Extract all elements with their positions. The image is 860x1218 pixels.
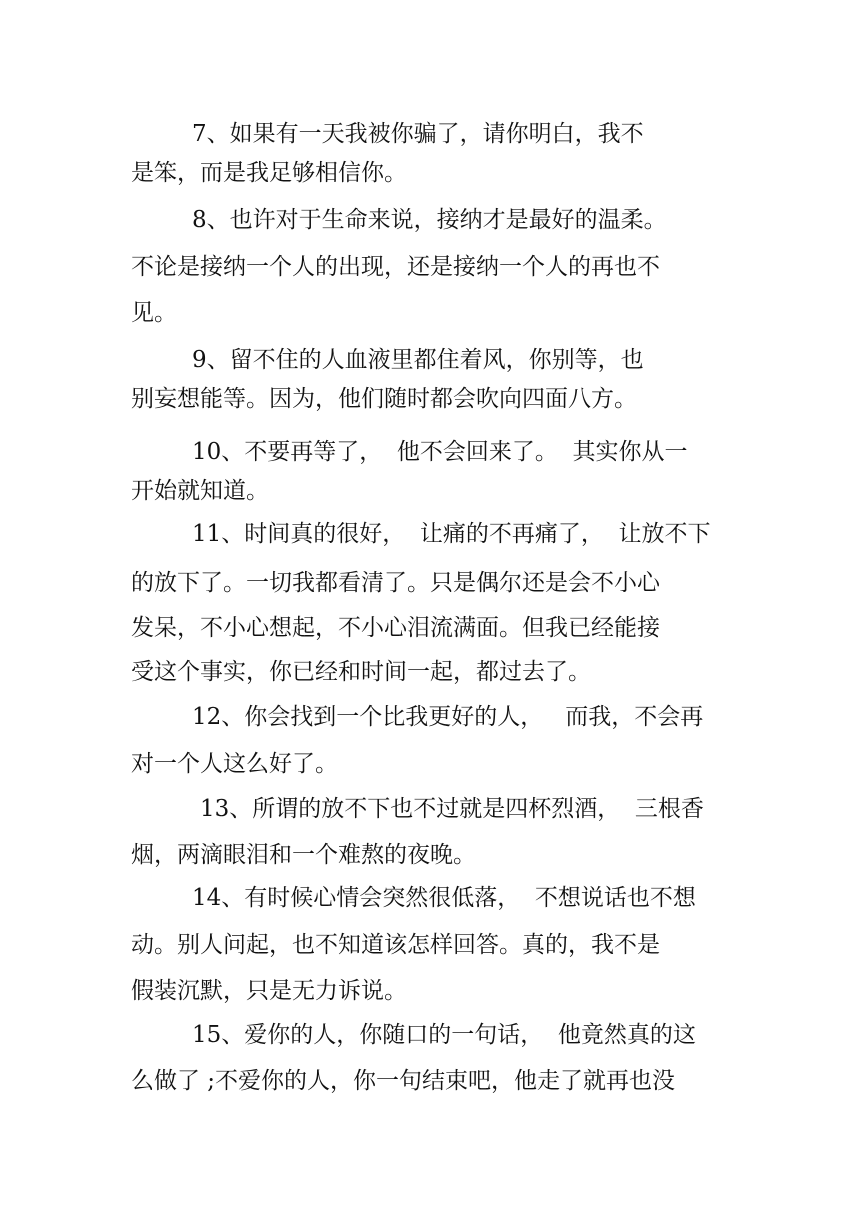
p14-line-2: 动。别人问起，也不知道该怎样回答。真的，我不是: [131, 932, 660, 958]
p10-line-2: 开始就知道。: [131, 478, 269, 504]
p11-line-1: 11、时间真的很好， 让痛的不再痛了， 让放不下: [192, 521, 711, 547]
p8-line-2: 不论是接纳一个人的出现，还是接纳一个人的再也不: [131, 254, 660, 280]
p9-line-1: 9、留不住的人血液里都住着风，你别等，也: [192, 347, 644, 373]
p13-line-1: 13、所谓的放不下也不过就是四杯烈酒， 三根香: [200, 796, 704, 822]
p15-line-1: 15、爱你的人，你随口的一句话， 他竟然真的这: [192, 1022, 696, 1048]
p9-line-2: 别妄想能等。因为，他们随时都会吹向四面八方。: [131, 386, 637, 412]
p13-line-2: 烟，两滴眼泪和一个难熬的夜晚。: [131, 842, 476, 868]
p14-line-1: 14、有时候心情会突然很低落， 不想说话也不想: [192, 885, 696, 911]
p10-line-1: 10、不要再等了， 他不会回来了。 其实你从一: [192, 439, 688, 465]
p12-line-1: 12、你会找到一个比我更好的人， 而我，不会再: [192, 704, 704, 730]
p11-line-4: 受这个事实，你已经和时间一起，都过去了。: [131, 659, 591, 685]
p11-line-3: 发呆，不小心想起，不小心泪流满面。但我已经能接: [131, 615, 660, 641]
p7-line-1: 7、如果有一天我被你骗了，请你明白，我不: [192, 121, 644, 147]
p12-line-2: 对一个人这么好了。: [131, 751, 338, 777]
p8-line-1: 8、也许对于生命来说，接纳才是最好的温柔。: [192, 207, 667, 233]
p15-line-2: 么做了 ;不爱你的人，你一句结束吧，他走了就再也没: [131, 1068, 676, 1094]
p7-line-2: 是笨，而是我足够相信你。: [131, 160, 407, 186]
p14-line-3: 假装沉默，只是无力诉说。: [131, 978, 407, 1004]
p11-line-2: 的放下了。一切我都看清了。只是偶尔还是会不小心: [131, 570, 660, 596]
p8-line-3: 见。: [131, 300, 177, 326]
